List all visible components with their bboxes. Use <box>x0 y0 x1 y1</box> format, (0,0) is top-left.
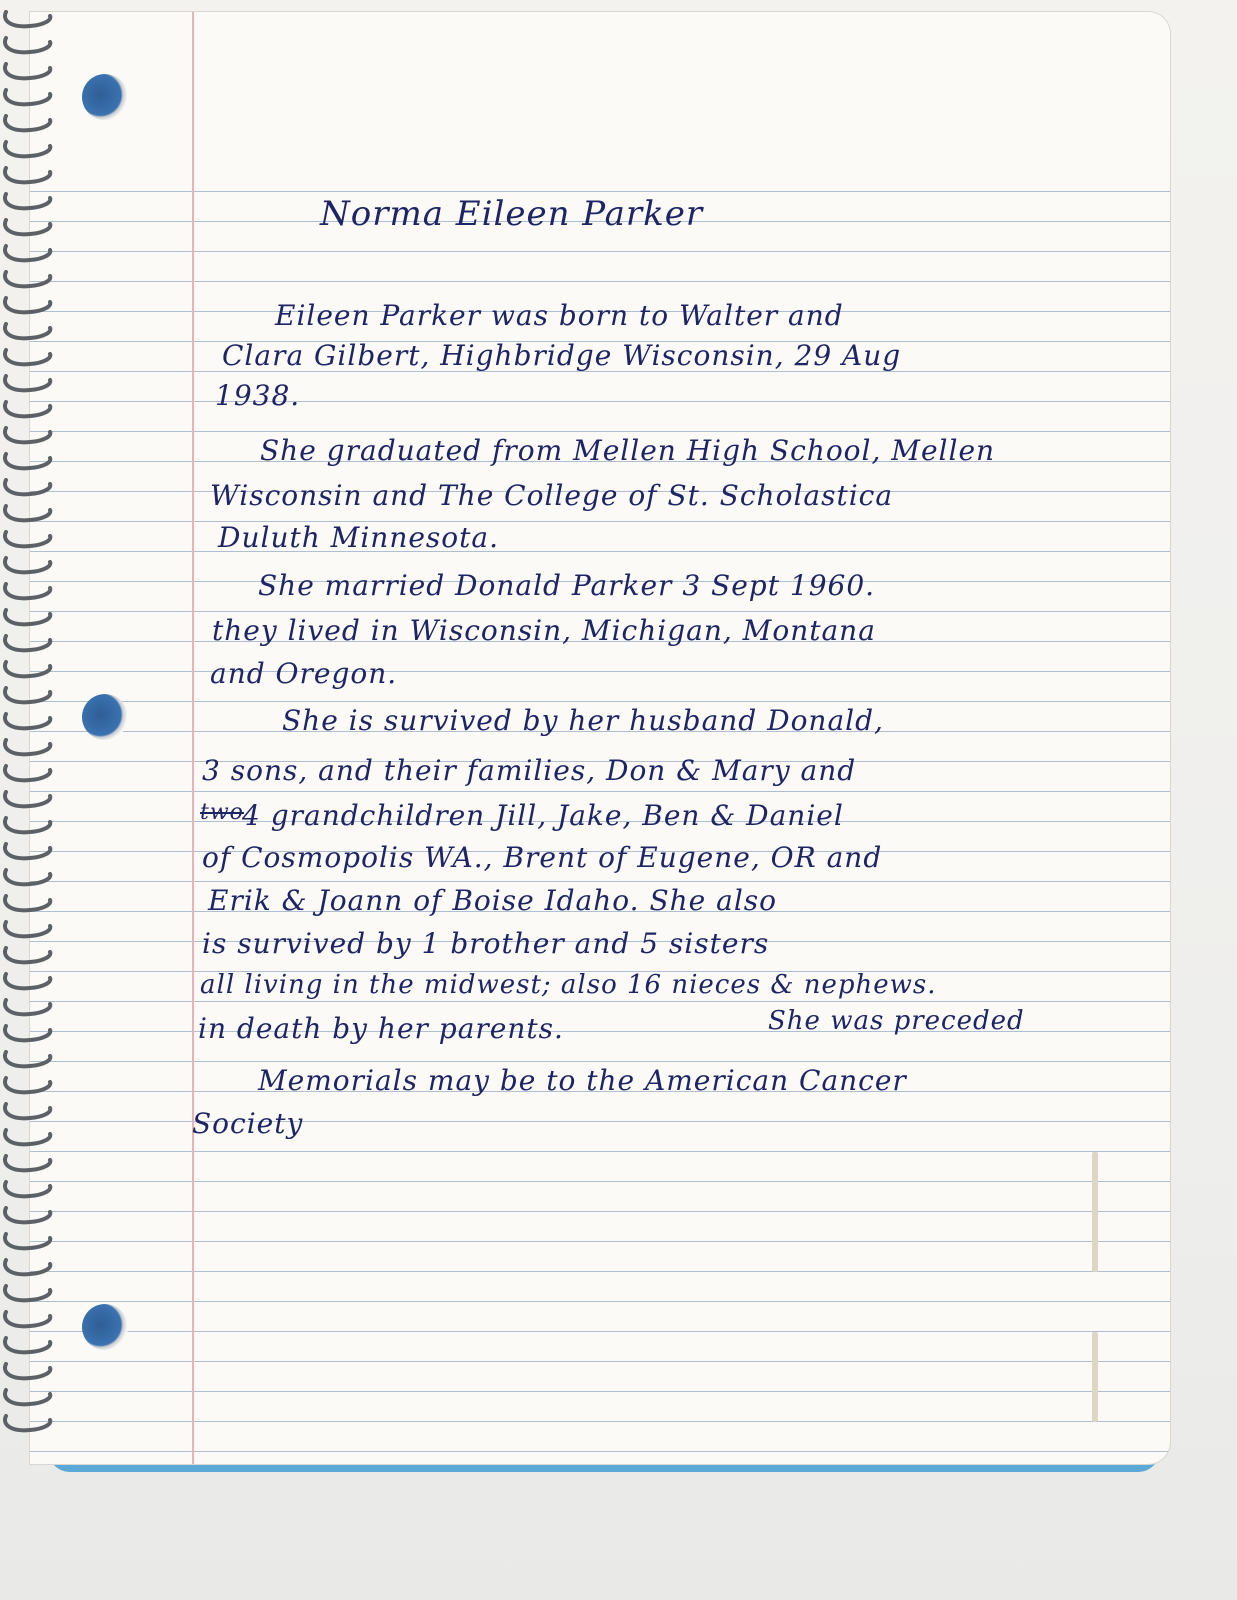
spiral-coil <box>5 428 50 442</box>
punch-hole <box>82 74 128 120</box>
spiral-coil <box>5 142 50 156</box>
spiral-coil <box>5 246 50 260</box>
spiral-binding <box>0 0 60 1440</box>
spiral-coil <box>5 558 50 572</box>
spiral-coil <box>5 610 50 624</box>
handwritten-line: Wisconsin and The College of St. Scholastica <box>210 479 894 512</box>
spiral-coil <box>5 1182 50 1196</box>
spiral-coil <box>5 1078 50 1092</box>
handwritten-line: She was preceded <box>768 1006 1025 1036</box>
spiral-coil <box>5 844 50 858</box>
spiral-coil <box>5 1234 50 1248</box>
spiral-coil <box>5 38 50 52</box>
spiral-coil <box>5 662 50 676</box>
spiral-coil <box>5 974 50 988</box>
spiral-coil <box>5 194 50 208</box>
spiral-coil <box>5 12 50 26</box>
spiral-coil <box>5 220 50 234</box>
spiral-coil <box>5 740 50 754</box>
spiral-coil <box>5 1364 50 1378</box>
spiral-coil <box>5 454 50 468</box>
spiral-coil <box>5 1390 50 1404</box>
spiral-coil <box>5 792 50 806</box>
page-edge-tab <box>1092 1332 1098 1422</box>
spiral-coil <box>5 506 50 520</box>
spiral-coil <box>5 766 50 780</box>
handwritten-line: is survived by 1 brother and 5 sisters <box>202 927 770 960</box>
spiral-coil <box>5 870 50 884</box>
spiral-coil <box>5 1000 50 1014</box>
spiral-coil <box>5 1208 50 1222</box>
spiral-coil <box>5 688 50 702</box>
handwritten-line: in death by her parents. <box>198 1012 564 1045</box>
spiral-coil <box>5 896 50 910</box>
spiral-coil <box>5 480 50 494</box>
spiral-coil <box>5 116 50 130</box>
spiral-coil <box>5 324 50 338</box>
spiral-coil <box>5 1338 50 1352</box>
handwritten-line: of Cosmopolis WA., Brent of Eugene, OR and <box>202 841 883 874</box>
handwritten-line: She married Donald Parker 3 Sept 1960. <box>258 569 876 602</box>
spiral-coil <box>5 636 50 650</box>
spiral-coil <box>5 532 50 546</box>
handwritten-line: Society <box>192 1107 304 1140</box>
spiral-coil <box>5 402 50 416</box>
page-title: Norma Eileen Parker <box>320 194 704 234</box>
handwritten-line: they lived in Wisconsin, Michigan, Montana <box>212 614 876 647</box>
punch-hole <box>82 1304 128 1350</box>
spiral-coil <box>5 948 50 962</box>
spiral-coil <box>5 272 50 286</box>
spiral-coil <box>5 168 50 182</box>
handwritten-line: She is survived by her husband Donald, <box>282 704 884 737</box>
spiral-coil <box>5 1416 50 1430</box>
spiral-coil <box>5 714 50 728</box>
spiral-coil <box>5 1312 50 1326</box>
spiral-coil <box>5 1052 50 1066</box>
spiral-coil <box>5 922 50 936</box>
spiral-coil <box>5 1130 50 1144</box>
spiral-coil <box>5 1104 50 1118</box>
spiral-coil <box>5 350 50 364</box>
handwritten-line: She graduated from Mellen High School, Mellen <box>260 434 996 467</box>
notebook-page <box>30 12 1170 1464</box>
spiral-coil <box>5 1260 50 1274</box>
spiral-coil <box>5 1026 50 1040</box>
spiral-coil <box>5 90 50 104</box>
punch-hole <box>82 694 128 740</box>
spiral-coil <box>5 1156 50 1170</box>
handwritten-line: Erik & Joann of Boise Idaho. She also <box>208 884 777 917</box>
margin-line <box>192 12 194 1464</box>
handwritten-line: Duluth Minnesota. <box>218 521 499 554</box>
struck-out-word: two <box>200 800 244 825</box>
handwritten-line: 1938. <box>215 379 301 412</box>
handwritten-line: 4 grandchildren Jill, Jake, Ben & Daniel <box>242 799 844 832</box>
handwritten-line: 3 sons, and their families, Don & Mary and <box>202 754 857 787</box>
spiral-coil <box>5 584 50 598</box>
handwritten-line: Eileen Parker was born to Walter and <box>275 299 844 332</box>
spiral-coil <box>5 818 50 832</box>
handwritten-line: Memorials may be to the American Cancer <box>258 1064 907 1097</box>
spiral-coil <box>5 298 50 312</box>
spiral-coil <box>5 1286 50 1300</box>
spiral-coil <box>5 64 50 78</box>
page-edge-tab <box>1092 1152 1098 1272</box>
handwritten-line: all living in the midwest; also 16 nieces & nephews. <box>200 970 937 1000</box>
spiral-coil <box>5 376 50 390</box>
handwritten-line: and Oregon. <box>210 657 398 690</box>
handwritten-line: Clara Gilbert, Highbridge Wisconsin, 29 Aug <box>222 339 902 372</box>
